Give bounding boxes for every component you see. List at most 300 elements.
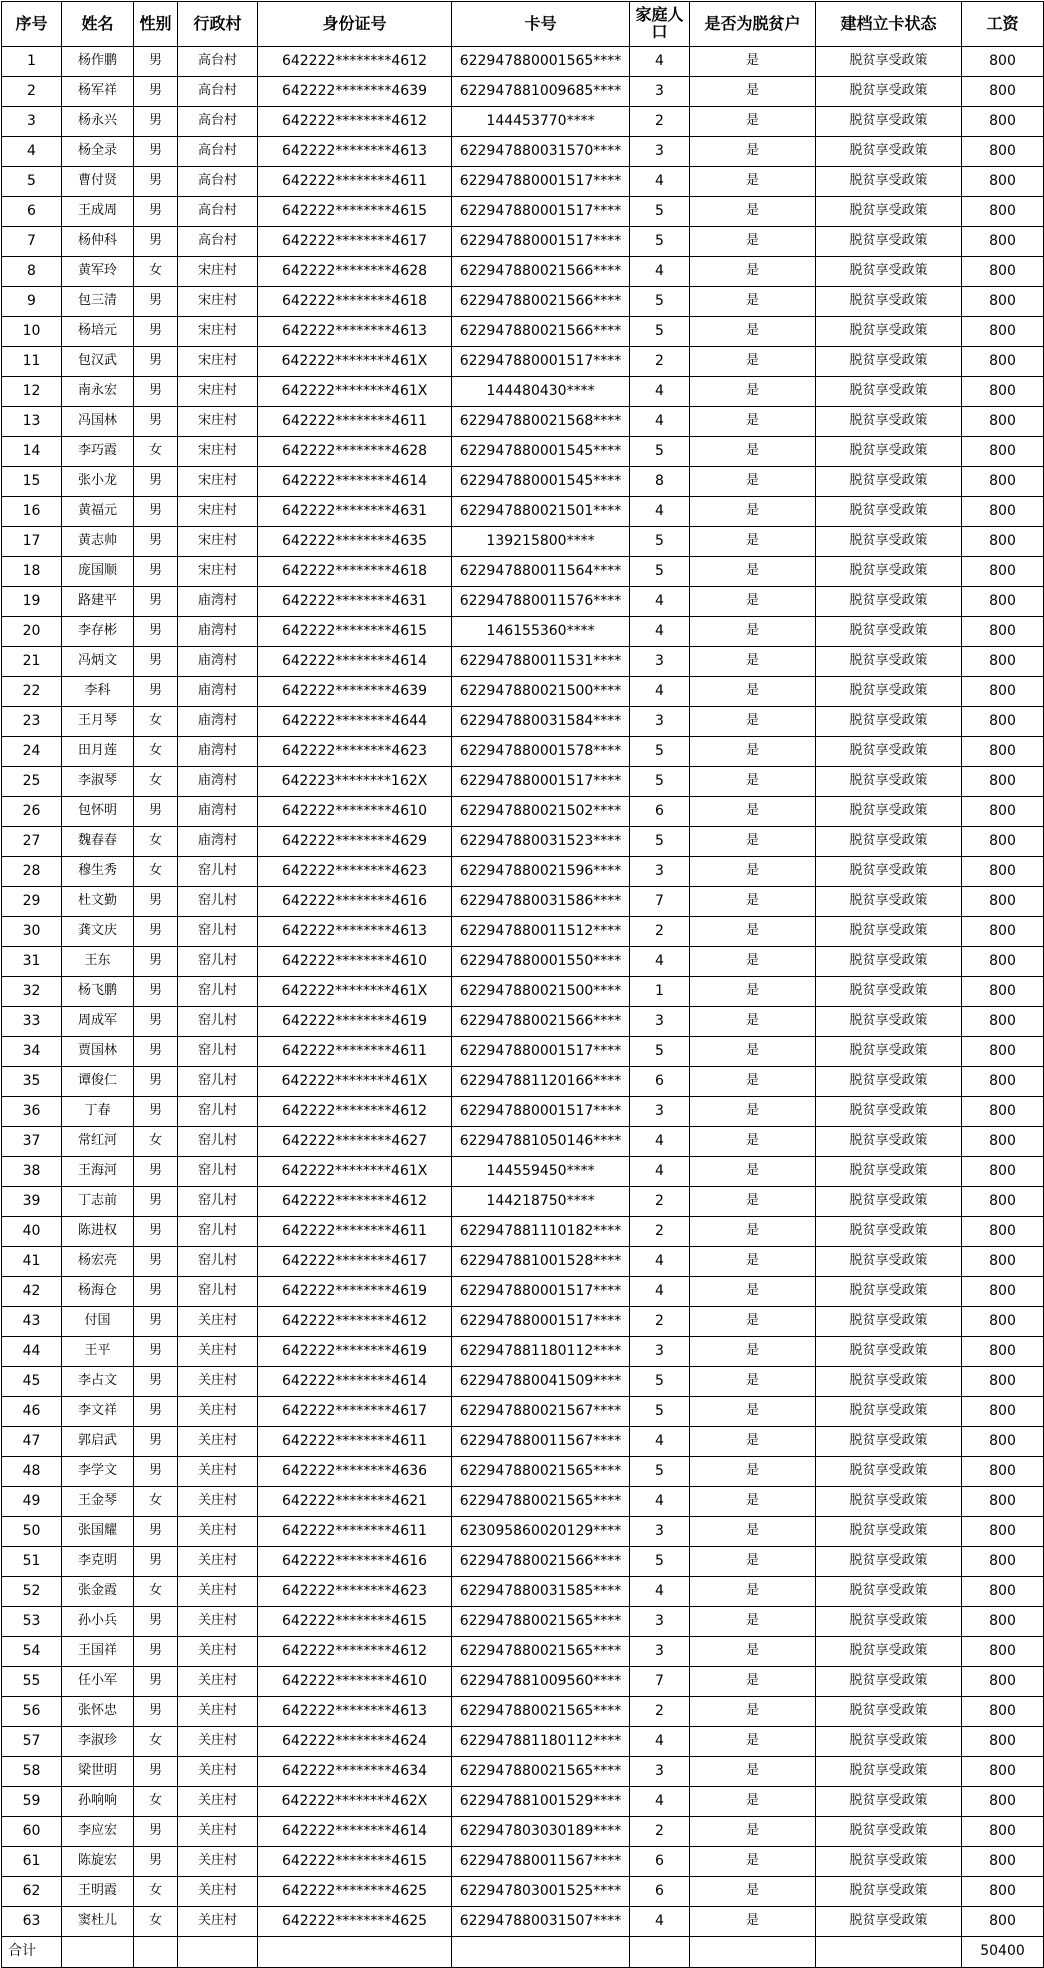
cell-wage: 800: [962, 827, 1044, 857]
cell-name: 李淑琴: [62, 767, 134, 797]
cell-card-number: 622947880001565****: [452, 47, 630, 77]
cell-index: 51: [2, 1547, 62, 1577]
cell-id-number: 642222********4612: [258, 1187, 452, 1217]
cell-village: 高台村: [178, 107, 258, 137]
cell-index: 25: [2, 767, 62, 797]
header-poverty-status: 是否为脱贫户: [690, 2, 816, 47]
cell-wage: 800: [962, 1697, 1044, 1727]
cell-wage: 800: [962, 197, 1044, 227]
cell-gender: 男: [134, 347, 178, 377]
cell-poverty-status: 是: [690, 1277, 816, 1307]
cell-index: 43: [2, 1307, 62, 1337]
cell-gender: 男: [134, 1337, 178, 1367]
cell-file-status: 脱贫享受政策: [816, 497, 962, 527]
cell-poverty-status: 是: [690, 707, 816, 737]
cell-file-status: 脱贫享受政策: [816, 377, 962, 407]
cell-index: 41: [2, 1247, 62, 1277]
cell-index: 28: [2, 857, 62, 887]
cell-card-number: 622947881180112****: [452, 1337, 630, 1367]
cell-poverty-status: 是: [690, 1307, 816, 1337]
cell-wage: 800: [962, 1787, 1044, 1817]
cell-id-number: 642222********4627: [258, 1127, 452, 1157]
cell-name: 周成军: [62, 1007, 134, 1037]
cell-file-status: 脱贫享受政策: [816, 917, 962, 947]
cell-name: 杨全录: [62, 137, 134, 167]
cell-village: 关庄村: [178, 1787, 258, 1817]
cell-id-number: 642222********4631: [258, 497, 452, 527]
cell-poverty-status: 是: [690, 1517, 816, 1547]
cell-file-status: 脱贫享受政策: [816, 1607, 962, 1637]
cell-village: 宋庄村: [178, 527, 258, 557]
cell-wage: 800: [962, 1457, 1044, 1487]
table-row: [2, 257, 1044, 287]
cell-id-number: 642222********4613: [258, 1697, 452, 1727]
cell-household-size: 3: [630, 1337, 690, 1367]
table-row: [2, 857, 1044, 887]
cell-name: 王平: [62, 1337, 134, 1367]
cell-id-number: 642222********4611: [258, 407, 452, 437]
cell-file-status: 脱贫享受政策: [816, 1847, 962, 1877]
cell-gender: 男: [134, 287, 178, 317]
cell-file-status: 脱贫享受政策: [816, 797, 962, 827]
total-cell-empty: [258, 1937, 452, 1968]
cell-village: 庙湾村: [178, 797, 258, 827]
cell-id-number: 642222********4618: [258, 557, 452, 587]
cell-index: 21: [2, 647, 62, 677]
cell-wage: 800: [962, 1487, 1044, 1517]
cell-card-number: 622947881001529****: [452, 1787, 630, 1817]
cell-wage: 800: [962, 497, 1044, 527]
cell-village: 窑儿村: [178, 1127, 258, 1157]
cell-index: 4: [2, 137, 62, 167]
table-row: [2, 137, 1044, 167]
cell-poverty-status: 是: [690, 587, 816, 617]
cell-file-status: 脱贫享受政策: [816, 317, 962, 347]
cell-household-size: 3: [630, 1097, 690, 1127]
cell-file-status: 脱贫享受政策: [816, 1397, 962, 1427]
cell-household-size: 4: [630, 1787, 690, 1817]
cell-gender: 男: [134, 1457, 178, 1487]
cell-gender: 男: [134, 1007, 178, 1037]
cell-poverty-status: 是: [690, 1187, 816, 1217]
cell-poverty-status: 是: [690, 947, 816, 977]
cell-file-status: 脱贫享受政策: [816, 1757, 962, 1787]
cell-household-size: 5: [630, 1367, 690, 1397]
cell-id-number: 642222********4611: [258, 1217, 452, 1247]
table-row: [2, 587, 1044, 617]
cell-id-number: 642222********4619: [258, 1277, 452, 1307]
cell-poverty-status: 是: [690, 887, 816, 917]
cell-file-status: 脱贫享受政策: [816, 977, 962, 1007]
cell-wage: 800: [962, 377, 1044, 407]
cell-name: 杨宏亮: [62, 1247, 134, 1277]
cell-poverty-status: 是: [690, 1877, 816, 1907]
cell-id-number: 642222********4614: [258, 1817, 452, 1847]
cell-poverty-status: 是: [690, 1097, 816, 1127]
cell-file-status: 脱贫享受政策: [816, 467, 962, 497]
cell-card-number: 622947880031585****: [452, 1577, 630, 1607]
cell-id-number: 642222********4617: [258, 1397, 452, 1427]
cell-poverty-status: 是: [690, 1637, 816, 1667]
cell-file-status: 脱贫享受政策: [816, 167, 962, 197]
cell-id-number: 642222********4612: [258, 1097, 452, 1127]
cell-index: 35: [2, 1067, 62, 1097]
cell-poverty-status: 是: [690, 377, 816, 407]
cell-file-status: 脱贫享受政策: [816, 1187, 962, 1217]
cell-gender: 男: [134, 1397, 178, 1427]
cell-poverty-status: 是: [690, 1787, 816, 1817]
cell-poverty-status: 是: [690, 1667, 816, 1697]
header-village: 行政村: [178, 2, 258, 47]
cell-index: 20: [2, 617, 62, 647]
cell-village: 关庄村: [178, 1757, 258, 1787]
cell-file-status: 脱贫享受政策: [816, 137, 962, 167]
cell-wage: 800: [962, 917, 1044, 947]
cell-id-number: 642222********4613: [258, 137, 452, 167]
cell-gender: 女: [134, 1577, 178, 1607]
cell-name: 付国: [62, 1307, 134, 1337]
table-row: [2, 1217, 1044, 1247]
cell-village: 宋庄村: [178, 317, 258, 347]
cell-name: 杨军祥: [62, 77, 134, 107]
cell-village: 庙湾村: [178, 827, 258, 857]
table-row: [2, 1667, 1044, 1697]
cell-gender: 女: [134, 437, 178, 467]
cell-village: 高台村: [178, 167, 258, 197]
cell-wage: 800: [962, 1517, 1044, 1547]
cell-file-status: 脱贫享受政策: [816, 1487, 962, 1517]
total-cell-empty: [178, 1937, 258, 1968]
beneficiary-table: [1, 1, 1044, 1968]
cell-name: 张金霞: [62, 1577, 134, 1607]
cell-file-status: 脱贫享受政策: [816, 437, 962, 467]
cell-index: 47: [2, 1427, 62, 1457]
cell-household-size: 5: [630, 557, 690, 587]
cell-village: 窑儿村: [178, 1187, 258, 1217]
cell-card-number: 622947880011576****: [452, 587, 630, 617]
cell-wage: 800: [962, 707, 1044, 737]
cell-gender: 男: [134, 647, 178, 677]
cell-name: 常红河: [62, 1127, 134, 1157]
cell-name: 魏春春: [62, 827, 134, 857]
table-row: [2, 1367, 1044, 1397]
cell-wage: 800: [962, 617, 1044, 647]
cell-file-status: 脱贫享受政策: [816, 647, 962, 677]
cell-household-size: 6: [630, 1067, 690, 1097]
cell-wage: 800: [962, 1187, 1044, 1217]
cell-file-status: 脱贫享受政策: [816, 1097, 962, 1127]
table-row: [2, 557, 1044, 587]
cell-card-number: 622947881120166****: [452, 1067, 630, 1097]
cell-card-number: 622947881009560****: [452, 1667, 630, 1697]
table-row: [2, 1847, 1044, 1877]
cell-id-number: 642222********4614: [258, 647, 452, 677]
cell-village: 窑儿村: [178, 1277, 258, 1307]
cell-wage: 800: [962, 1607, 1044, 1637]
table-row: [2, 227, 1044, 257]
cell-village: 关庄村: [178, 1847, 258, 1877]
cell-wage: 800: [962, 467, 1044, 497]
cell-card-number: 622947803030189****: [452, 1817, 630, 1847]
cell-name: 黄志帅: [62, 527, 134, 557]
cell-id-number: 642222********4635: [258, 527, 452, 557]
cell-wage: 800: [962, 857, 1044, 887]
cell-wage: 800: [962, 1307, 1044, 1337]
cell-gender: 男: [134, 1847, 178, 1877]
cell-file-status: 脱贫享受政策: [816, 1217, 962, 1247]
cell-file-status: 脱贫享受政策: [816, 1817, 962, 1847]
table-row: [2, 467, 1044, 497]
header-name: 姓名: [62, 2, 134, 47]
cell-gender: 女: [134, 707, 178, 737]
table-row: [2, 1277, 1044, 1307]
cell-card-number: 622947880021500****: [452, 977, 630, 1007]
cell-card-number: 622947880021566****: [452, 1007, 630, 1037]
cell-village: 庙湾村: [178, 617, 258, 647]
cell-card-number: 622947880021565****: [452, 1697, 630, 1727]
cell-name: 南永宏: [62, 377, 134, 407]
cell-index: 1: [2, 47, 62, 77]
cell-wage: 800: [962, 647, 1044, 677]
cell-name: 黄军玲: [62, 257, 134, 287]
table-row: [2, 707, 1044, 737]
cell-wage: 800: [962, 1277, 1044, 1307]
cell-name: 李巧霞: [62, 437, 134, 467]
cell-card-number: 622947880031523****: [452, 827, 630, 857]
table-row: [2, 677, 1044, 707]
total-cell-empty: [452, 1937, 630, 1968]
cell-wage: 800: [962, 1757, 1044, 1787]
cell-wage: 800: [962, 1067, 1044, 1097]
cell-card-number: 622947880011567****: [452, 1427, 630, 1457]
cell-gender: 男: [134, 1427, 178, 1457]
cell-id-number: 642222********4628: [258, 437, 452, 467]
cell-household-size: 4: [630, 1427, 690, 1457]
cell-id-number: 642222********4615: [258, 617, 452, 647]
cell-card-number: 622947880001517****: [452, 167, 630, 197]
cell-village: 窑儿村: [178, 1157, 258, 1187]
cell-wage: 800: [962, 407, 1044, 437]
table-row: [2, 1697, 1044, 1727]
cell-id-number: 642222********4629: [258, 827, 452, 857]
cell-card-number: 622947880011564****: [452, 557, 630, 587]
cell-file-status: 脱贫享受政策: [816, 677, 962, 707]
cell-id-number: 642222********4615: [258, 197, 452, 227]
cell-index: 57: [2, 1727, 62, 1757]
cell-household-size: 3: [630, 1607, 690, 1637]
cell-gender: 男: [134, 797, 178, 827]
cell-card-number: 622947880011531****: [452, 647, 630, 677]
cell-village: 庙湾村: [178, 767, 258, 797]
cell-name: 龚文庆: [62, 917, 134, 947]
cell-gender: 男: [134, 1367, 178, 1397]
cell-village: 关庄村: [178, 1907, 258, 1937]
cell-household-size: 2: [630, 1217, 690, 1247]
cell-household-size: 4: [630, 677, 690, 707]
table-row: [2, 317, 1044, 347]
cell-id-number: 642222********4644: [258, 707, 452, 737]
cell-gender: 男: [134, 1637, 178, 1667]
cell-wage: 800: [962, 1907, 1044, 1937]
cell-wage: 800: [962, 1877, 1044, 1907]
cell-index: 30: [2, 917, 62, 947]
table-row: [2, 527, 1044, 557]
cell-index: 45: [2, 1367, 62, 1397]
cell-poverty-status: 是: [690, 137, 816, 167]
cell-file-status: 脱贫享受政策: [816, 1457, 962, 1487]
cell-household-size: 4: [630, 257, 690, 287]
cell-household-size: 4: [630, 587, 690, 617]
cell-village: 窑儿村: [178, 1247, 258, 1277]
cell-index: 55: [2, 1667, 62, 1697]
cell-household-size: 1: [630, 977, 690, 1007]
cell-id-number: 642222********4618: [258, 287, 452, 317]
cell-file-status: 脱贫享受政策: [816, 1277, 962, 1307]
header-index: 序号: [2, 2, 62, 47]
cell-poverty-status: 是: [690, 1337, 816, 1367]
cell-household-size: 3: [630, 77, 690, 107]
cell-gender: 男: [134, 887, 178, 917]
cell-file-status: 脱贫享受政策: [816, 77, 962, 107]
cell-household-size: 4: [630, 497, 690, 527]
cell-index: 8: [2, 257, 62, 287]
cell-poverty-status: 是: [690, 1607, 816, 1637]
cell-file-status: 脱贫享受政策: [816, 1337, 962, 1367]
cell-village: 窑儿村: [178, 1037, 258, 1067]
cell-file-status: 脱贫享受政策: [816, 227, 962, 257]
cell-id-number: 642222********461X: [258, 977, 452, 1007]
cell-poverty-status: 是: [690, 227, 816, 257]
cell-file-status: 脱贫享受政策: [816, 1547, 962, 1577]
cell-card-number: 622947880011512****: [452, 917, 630, 947]
cell-household-size: 5: [630, 197, 690, 227]
cell-poverty-status: 是: [690, 77, 816, 107]
cell-poverty-status: 是: [690, 737, 816, 767]
table-row: [2, 1037, 1044, 1067]
cell-card-number: 622947881110182****: [452, 1217, 630, 1247]
cell-name: 杨培元: [62, 317, 134, 347]
table-row: [2, 797, 1044, 827]
cell-wage: 800: [962, 347, 1044, 377]
cell-card-number: 622947880031570****: [452, 137, 630, 167]
cell-file-status: 脱贫享受政策: [816, 587, 962, 617]
total-cell-empty: [816, 1937, 962, 1968]
cell-card-number: 622947880011567****: [452, 1847, 630, 1877]
cell-index: 19: [2, 587, 62, 617]
cell-name: 包汉武: [62, 347, 134, 377]
cell-village: 宋庄村: [178, 437, 258, 467]
cell-wage: 800: [962, 977, 1044, 1007]
cell-name: 王明霞: [62, 1877, 134, 1907]
cell-index: 10: [2, 317, 62, 347]
cell-poverty-status: 是: [690, 1397, 816, 1427]
table-row: [2, 1487, 1044, 1517]
cell-wage: 800: [962, 887, 1044, 917]
cell-name: 冯炳文: [62, 647, 134, 677]
cell-id-number: 642222********461X: [258, 377, 452, 407]
cell-id-number: 642222********4615: [258, 1607, 452, 1637]
cell-village: 关庄村: [178, 1517, 258, 1547]
cell-wage: 800: [962, 767, 1044, 797]
cell-poverty-status: 是: [690, 827, 816, 857]
cell-poverty-status: 是: [690, 257, 816, 287]
cell-card-number: 622947880021565****: [452, 1487, 630, 1517]
cell-name: 王国祥: [62, 1637, 134, 1667]
cell-name: 杜文勤: [62, 887, 134, 917]
cell-household-size: 5: [630, 1457, 690, 1487]
cell-poverty-status: 是: [690, 527, 816, 557]
cell-file-status: 脱贫享受政策: [816, 1247, 962, 1277]
cell-gender: 男: [134, 1097, 178, 1127]
cell-village: 窑儿村: [178, 1067, 258, 1097]
cell-index: 9: [2, 287, 62, 317]
cell-file-status: 脱贫享受政策: [816, 1727, 962, 1757]
cell-poverty-status: 是: [690, 1757, 816, 1787]
cell-poverty-status: 是: [690, 977, 816, 1007]
cell-household-size: 3: [630, 1757, 690, 1787]
cell-gender: 男: [134, 947, 178, 977]
cell-id-number: 642222********4614: [258, 1367, 452, 1397]
cell-poverty-status: 是: [690, 1697, 816, 1727]
cell-card-number: 622947880001517****: [452, 1037, 630, 1067]
cell-index: 29: [2, 887, 62, 917]
cell-name: 路建平: [62, 587, 134, 617]
cell-household-size: 7: [630, 1667, 690, 1697]
table-row: [2, 167, 1044, 197]
cell-wage: 800: [962, 1217, 1044, 1247]
cell-id-number: 642222********461X: [258, 347, 452, 377]
cell-index: 49: [2, 1487, 62, 1517]
cell-index: 50: [2, 1517, 62, 1547]
cell-id-number: 642222********461X: [258, 1157, 452, 1187]
cell-name: 杨永兴: [62, 107, 134, 137]
cell-card-number: 144218750****: [452, 1187, 630, 1217]
table-row: [2, 287, 1044, 317]
cell-index: 54: [2, 1637, 62, 1667]
table-row: [2, 1547, 1044, 1577]
cell-name: 黄福元: [62, 497, 134, 527]
cell-household-size: 4: [630, 407, 690, 437]
cell-household-size: 4: [630, 1127, 690, 1157]
cell-index: 12: [2, 377, 62, 407]
cell-id-number: 642222********4634: [258, 1757, 452, 1787]
cell-name: 包怀明: [62, 797, 134, 827]
cell-name: 李科: [62, 677, 134, 707]
table-row: [2, 1427, 1044, 1457]
cell-poverty-status: 是: [690, 1007, 816, 1037]
cell-wage: 800: [962, 1337, 1044, 1367]
cell-household-size: 3: [630, 707, 690, 737]
cell-gender: 男: [134, 1037, 178, 1067]
table-row: [2, 407, 1044, 437]
cell-id-number: 642222********4616: [258, 887, 452, 917]
cell-household-size: 3: [630, 647, 690, 677]
cell-village: 关庄村: [178, 1547, 258, 1577]
cell-wage: 800: [962, 1007, 1044, 1037]
cell-card-number: 622947880021565****: [452, 1457, 630, 1487]
cell-index: 58: [2, 1757, 62, 1787]
cell-card-number: 622947880021501****: [452, 497, 630, 527]
cell-file-status: 脱贫享受政策: [816, 887, 962, 917]
cell-household-size: 5: [630, 527, 690, 557]
cell-poverty-status: 是: [690, 647, 816, 677]
cell-household-size: 5: [630, 437, 690, 467]
cell-poverty-status: 是: [690, 1427, 816, 1457]
cell-village: 关庄村: [178, 1307, 258, 1337]
cell-household-size: 2: [630, 107, 690, 137]
cell-card-number: 622947881180112****: [452, 1727, 630, 1757]
cell-card-number: 146155360****: [452, 617, 630, 647]
